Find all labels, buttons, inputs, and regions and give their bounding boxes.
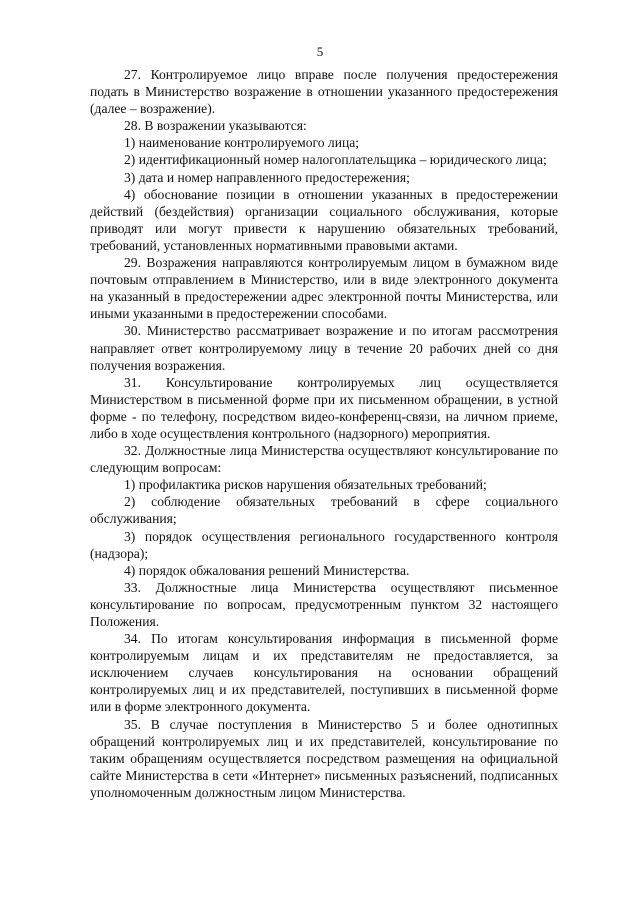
paragraph-34: 34. По итогам консультирования информация в письменной форме контролируемым лицам и их представителям не предоставляется, за исключением случаев консультирования на основании обращений контролируемых лиц и их представителей, поступивших в письменной форме или в форме электронного документа.	[90, 631, 558, 715]
list-item-32-4: 4) порядок обжалования решений Министерства.	[124, 562, 410, 578]
paragraph-32: 32. Должностные лица Министерства осуществляют консультирование по следующим вопросам:	[90, 443, 558, 476]
list-item-28-2: 2) идентификационный номер налогоплательщика – юридического лица;	[124, 152, 547, 168]
list-item-28-4: 4) обоснование позиции в отношении указанных в предостережении действий (бездействия) организации социального обслуживания, которые приводят или могут привести к нарушению обязательных требований, требований, установленных нормативными правовыми актами.	[90, 186, 558, 253]
paragraph-31: 31. Консультирование контролируемых лиц осуществляется Министерством в письменной форме при их письменном обращении, в устной форме - по телефону, посредством видео-конференц-связи, на личном приеме, либо в ходе осуществления контрольного (надзорного) мероприятия.	[90, 374, 558, 441]
paragraph-35: 35. В случае поступления в Министерство 5 и более однотипных обращений контролируемых лиц и их представителей, консультирование по таким обращениям осуществляется посредством размещения на официальной сайте Министерства в сети «Интернет» письменных разъяснений, подписанных уполномоченным должностным лицом Министерства.	[90, 716, 558, 800]
document-body	[90, 66, 558, 801]
paragraph-29: 29. Возражения направляются контролируемым лицом в бумажном виде почтовым отправлением в Министерство, или в виде электронного документа на указанный в предостережении адрес электронной почты Министерства, или иными указанными в предостережении способами.	[90, 255, 558, 322]
list-item-28-3: 3) дата и номер направленного предостережения;	[124, 169, 410, 185]
list-item-28-1: 1) наименование контролируемого лица;	[124, 135, 360, 151]
list-item-32-1: 1) профилактика рисков нарушения обязательных требований;	[124, 477, 487, 493]
list-item-32-2: 2) соблюдение обязательных требований в сфере социального обслуживания;	[90, 494, 558, 527]
page-number: 5	[316, 44, 324, 59]
list-item-32-3: 3) порядок осуществления регионального государственного контроля (надзора);	[90, 528, 558, 561]
paragraph-30: 30. Министерство рассматривает возражение и по итогам рассмотрения направляет ответ контролируемому лицу в течение 20 рабочих дней со дня получения возражения.	[90, 323, 558, 373]
paragraph-28: 28. В возражении указываются:	[124, 118, 307, 134]
paragraph-27: 27. Контролируемое лицо вправе после получения предостережения подать в Министерство возражение в отношении указанного предостережения (далее – возражение).	[90, 67, 558, 117]
paragraph-33: 33. Должностные лица Министерства осуществляют письменное консультирование по вопросам, предусмотренным пунктом 32 настоящего Положения.	[90, 579, 558, 629]
